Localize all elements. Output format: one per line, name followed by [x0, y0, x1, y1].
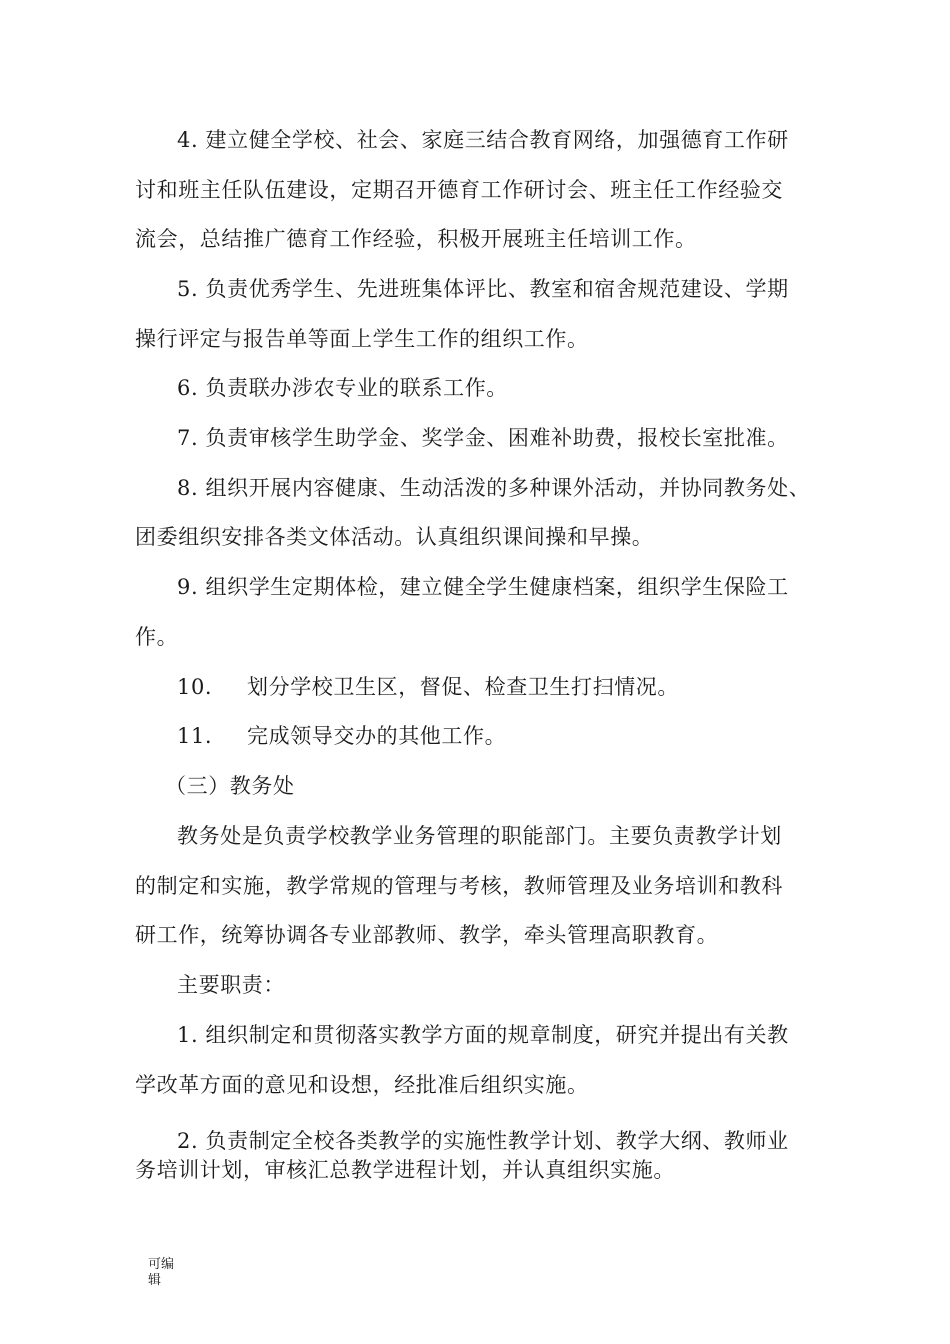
item-6: 6. 负责联办涉农专业的联系工作。: [177, 376, 508, 400]
intro-line-2: 的制定和实施，教学常规的管理与考核，教师管理及业务培训和教科: [135, 874, 783, 898]
duties-label: 主要职责：: [177, 973, 285, 997]
intro-line-1: 教务处是负责学校教学业务管理的职能部门。主要负责教学计划: [177, 824, 782, 848]
item-9-line-1: 9. 组织学生定期体检，建立健全学生健康档案，组织学生保险工: [177, 575, 789, 599]
footer-editable-line-1: 可编: [148, 1257, 175, 1272]
item-5-line-1: 5. 负责优秀学生、先进班集体评比、教室和宿舍规范建设、学期: [177, 277, 789, 301]
duty-1-line-1: 1. 组织制定和贯彻落实教学方面的规章制度，研究并提出有关教: [177, 1023, 789, 1047]
intro-line-3: 研工作，统筹协调各专业部教师、教学，牵头管理高职教育。: [135, 923, 719, 947]
item-5-line-2: 操行评定与报告单等面上学生工作的组织工作。: [135, 327, 589, 351]
item-8-line-2: 团委组织安排各类文体活动。认真组织课间操和早操。: [135, 525, 654, 549]
item-7: 7. 负责审核学生助学金、奖学金、困难补助费，报校长室批准。: [177, 426, 789, 450]
item-9-line-2: 作。: [135, 625, 179, 649]
item-4-line-2: 讨和班主任队伍建设，定期召开德育工作研讨会、班主任工作经验交: [135, 178, 783, 202]
duty-1-line-2: 学改革方面的意见和设想，经批准后组织实施。: [135, 1073, 589, 1097]
duty-2-line-1: 2. 负责制定全校各类教学的实施性教学计划、教学大纲、教师业: [177, 1129, 789, 1153]
item-10-number: 10.: [177, 675, 213, 699]
item-4-line-1: 4. 建立健全学校、社会、家庭三结合教育网络，加强德育工作研: [177, 128, 789, 152]
section-heading: （三）教务处: [165, 774, 295, 798]
item-11-text: 完成领导交办的其他工作。: [247, 724, 507, 748]
duty-2-line-2: 务培训计划，审核汇总教学进程计划，并认真组织实施。: [135, 1158, 675, 1182]
item-11: [177, 722, 506, 750]
item-8-line-1: 8. 组织开展内容健康、生动活泼的多种课外活动，并协同教务处、: [177, 476, 811, 500]
item-10: [177, 673, 679, 701]
item-11-number: 11.: [177, 724, 213, 748]
footer-editable-line-2: 辑: [148, 1273, 162, 1288]
item-4-line-3: 流会，总结推广德育工作经验，积极开展班主任培训工作。: [135, 227, 697, 251]
item-10-text: 划分学校卫生区，督促、检查卫生打扫情况。: [247, 675, 679, 699]
